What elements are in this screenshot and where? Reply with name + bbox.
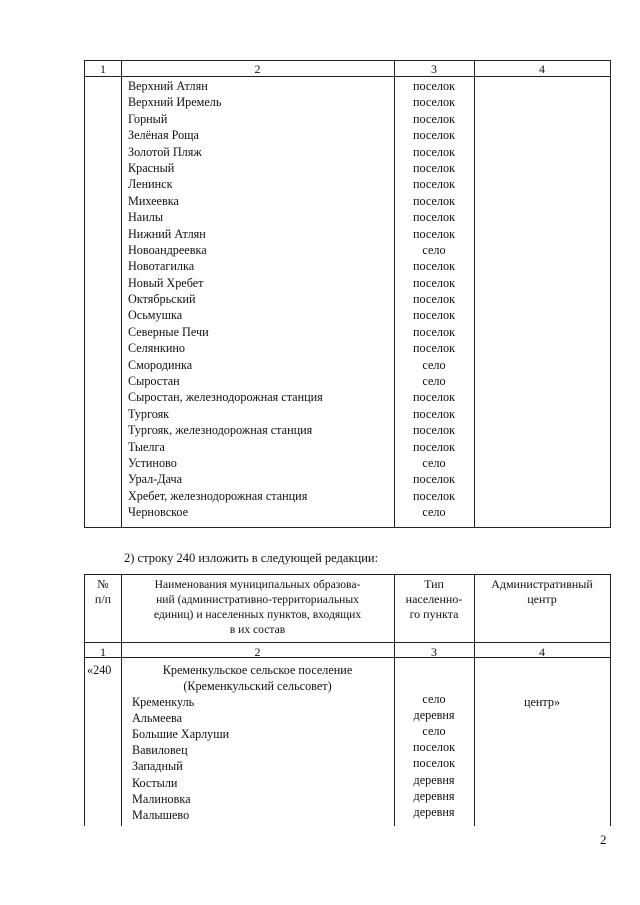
settlement-type: поселок — [413, 406, 455, 421]
header-center-col: Административный центр — [491, 577, 593, 606]
settlement-type: село — [422, 374, 446, 389]
header-divider — [85, 76, 610, 77]
column-number: 4 — [539, 62, 545, 76]
settlement-type: поселок — [413, 111, 455, 126]
administrative-center-mark: центр» — [523, 695, 561, 709]
column-number: 4 — [539, 645, 545, 659]
settlement-name: Урал-Дача — [128, 472, 183, 487]
settlement-name: Сыростан, железнодорожная станция — [128, 390, 323, 405]
page-number: 2 — [600, 832, 607, 847]
settlement-name: Верхний Иремель — [128, 95, 222, 110]
settlement-type: поселок — [413, 423, 455, 438]
settlement-name: Северные Печи — [128, 324, 209, 339]
column-number: 3 — [431, 645, 437, 659]
settlement-row — [85, 242, 610, 258]
settlement-row — [85, 226, 610, 242]
settlement-type: поселок — [413, 177, 455, 192]
settlement-type: поселок — [413, 472, 455, 487]
settlement-name: Черновское — [128, 505, 189, 520]
settlement-name: Золотой Пляж — [128, 144, 202, 159]
settlement-type: поселок — [413, 308, 455, 323]
settlement-type: поселок — [413, 439, 455, 454]
settlement-name: Верхний Атлян — [128, 79, 208, 93]
settlement-name: Тургояк, железнодорожная станция — [128, 423, 313, 438]
settlement-type: село — [422, 724, 446, 739]
settlement-type: село — [422, 357, 446, 372]
settlement-row — [85, 291, 610, 307]
settlement-name: Новый Хребет — [128, 275, 204, 290]
settlement-name: Наилы — [128, 210, 164, 225]
settlement-type: деревня — [413, 788, 455, 803]
column-number: 1 — [100, 62, 106, 76]
settlement-name: Осьмушка — [128, 308, 183, 323]
column-number: 2 — [254, 62, 261, 76]
header-number-col: № п/п — [94, 577, 112, 606]
settlement-type: поселок — [413, 144, 455, 159]
settlement-type: поселок — [413, 95, 455, 110]
settlement-row — [85, 209, 610, 225]
settlement-name: Кременкуль — [132, 695, 195, 709]
row-240-table — [84, 574, 611, 826]
settlements-table-continued — [84, 60, 611, 528]
settlement-name: Малиновка — [132, 791, 191, 806]
settlement-name: Устиново — [128, 455, 177, 470]
settlement-type: деревня — [413, 772, 455, 787]
settlement-row — [85, 275, 610, 291]
header-name-col: Наименования муниципальных образова- ний (административно-территориальных единиц) и населенных пунктов, входящих в их состав — [153, 578, 362, 636]
settlement-row — [85, 144, 610, 160]
header-type-col: Тип населенно- го пункта — [405, 577, 463, 621]
settlement-row — [85, 324, 610, 340]
settlement-name: Ленинск — [128, 177, 173, 192]
settlement-type: деревня — [413, 708, 455, 723]
settlement-type: поселок — [413, 488, 455, 503]
settlement-name: Зелёная Роща — [128, 128, 199, 143]
settlement-type: поселок — [413, 756, 455, 771]
amendment-instruction: 2) строку 240 изложить в следующей редакции: — [124, 551, 379, 565]
settlement-type: поселок — [413, 259, 455, 274]
settlement-row — [85, 94, 610, 110]
settlement-name: Горный — [128, 111, 168, 126]
settlement-name: Тыелга — [128, 439, 165, 454]
settlement-row — [85, 340, 610, 356]
settlement-row — [85, 160, 610, 176]
settlement-name: Хребет, железнодорожная станция — [128, 488, 308, 503]
settlement-row — [85, 373, 610, 389]
settlement-type: поселок — [413, 740, 455, 755]
settlement-type: село — [422, 242, 446, 257]
settlement-row — [85, 389, 610, 405]
settlement-name: Вавиловец — [132, 743, 188, 758]
settlement-type: поселок — [413, 226, 455, 241]
settlement-type: поселок — [413, 275, 455, 290]
settlement-type: поселок — [413, 160, 455, 175]
settlement-row — [85, 471, 610, 487]
settlement-name: Селянкино — [128, 341, 185, 356]
settlement-row — [85, 455, 610, 471]
settlement-name: Альмеева — [132, 711, 182, 726]
settlement-row — [85, 439, 610, 455]
settlement-name: Красный — [128, 160, 175, 175]
settlement-row — [85, 176, 610, 192]
settlement-row — [85, 127, 610, 143]
settlement-title: Кременкульское сельское поселение (Кременкульский сельсовет) — [162, 663, 353, 693]
column-number: 3 — [431, 62, 437, 76]
settlement-name: Малышево — [132, 807, 190, 822]
settlement-type: поселок — [413, 128, 455, 143]
settlement-type: поселок — [413, 390, 455, 405]
settlement-name: Большие Харлуши — [132, 727, 230, 742]
settlement-type: поселок — [413, 324, 455, 339]
settlement-row — [85, 78, 610, 94]
settlement-name: Новоандреевка — [128, 242, 207, 257]
settlement-type: поселок — [413, 193, 455, 208]
settlement-rows — [85, 78, 610, 521]
settlement-name: Смородинка — [128, 357, 193, 372]
settlement-name: Западный — [132, 759, 183, 774]
settlement-row — [85, 357, 610, 373]
settlement-row — [85, 504, 610, 520]
row-number: «240 — [87, 663, 112, 677]
settlement-row — [85, 406, 610, 422]
settlement-name: Сыростан — [128, 374, 180, 389]
settlement-type: поселок — [413, 341, 455, 356]
settlement-name: Костыли — [132, 775, 178, 790]
settlement-row — [85, 193, 610, 209]
settlement-row — [85, 307, 610, 323]
settlement-name: Михеевка — [128, 193, 179, 208]
settlement-row — [85, 111, 610, 127]
settlement-row — [85, 488, 610, 504]
settlement-type: поселок — [413, 79, 455, 93]
settlement-type: поселок — [413, 292, 455, 307]
settlement-row — [85, 258, 610, 274]
settlement-type: село — [422, 692, 446, 706]
settlement-type: поселок — [413, 210, 455, 225]
settlement-name: Новотагилка — [128, 259, 195, 274]
settlement-type: село — [422, 505, 446, 520]
settlement-name: Тургояк — [128, 406, 170, 421]
settlement-row — [85, 422, 610, 438]
settlement-name: Нижний Атлян — [128, 226, 206, 241]
settlement-name: Октябрьский — [128, 292, 196, 307]
settlement-type: деревня — [413, 804, 455, 819]
column-number: 1 — [100, 645, 106, 659]
column-number: 2 — [254, 645, 261, 659]
header-divider — [85, 642, 610, 643]
settlement-type: село — [422, 455, 446, 470]
